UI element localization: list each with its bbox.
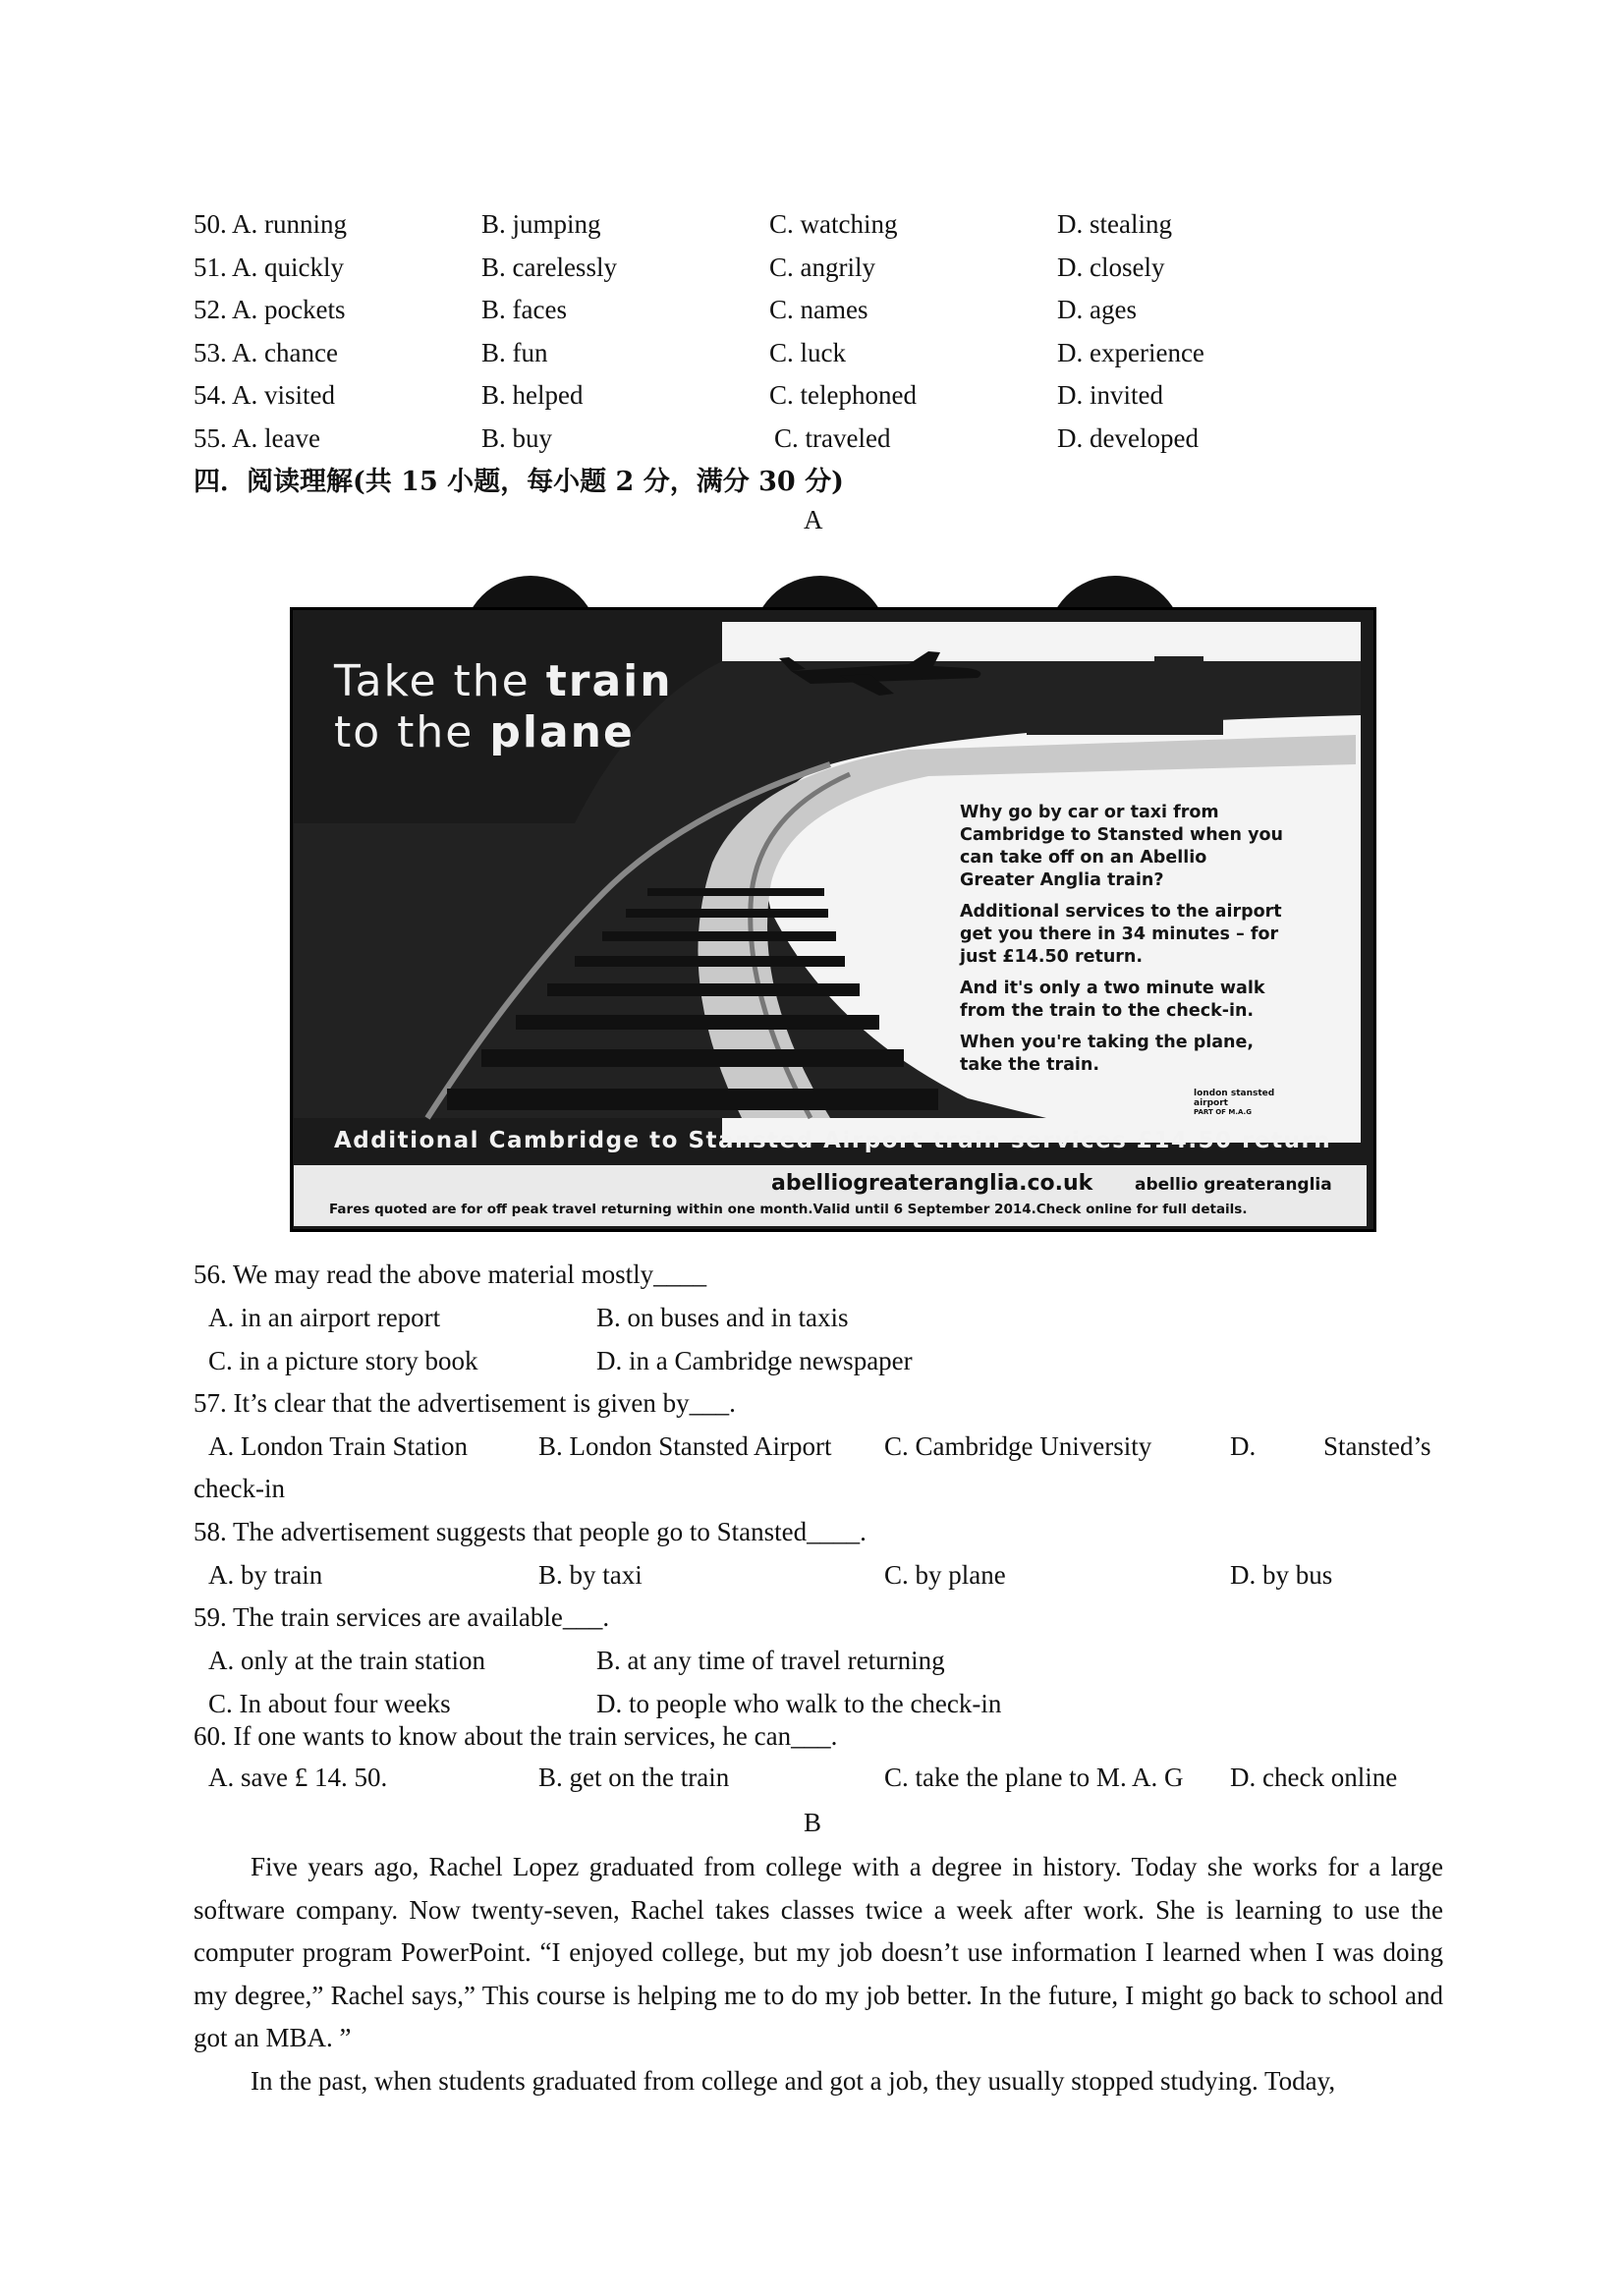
passage-b-paragraph-2: In the past, when students graduated from college and got a job, they usually stopped studying. Today, xyxy=(251,2066,1336,2096)
q56-option-d: D. in a Cambridge newspaper xyxy=(596,1346,913,1375)
cloze-52-option-a: A. pockets xyxy=(232,295,346,325)
q60-option-c: C. take the plane to M. A. G xyxy=(884,1763,1184,1792)
cloze-question-number: 55. xyxy=(194,423,227,453)
cloze-question-number: 53. xyxy=(194,337,227,367)
q59-option-b: B. at any time of travel returning xyxy=(596,1646,945,1675)
ad-brand: abellio greateranglia xyxy=(1135,1175,1332,1195)
q58-option-d: D. by bus xyxy=(1230,1560,1333,1590)
q58-option-b: B. by taxi xyxy=(538,1560,643,1590)
cloze-row-51 xyxy=(194,251,344,284)
q57-option-b: B. London Stansted Airport xyxy=(538,1431,832,1461)
cloze-54-option-a: A. visited xyxy=(232,380,336,411)
ad-headline: Take the train to the plane xyxy=(334,656,673,757)
cloze-50-option-a: A. running xyxy=(232,209,348,239)
cloze-55-option-b: B. buy xyxy=(481,423,553,453)
ad-fine-print: Fares quoted are for off peak travel returning within one month.Valid until 6 September 2014.Check online for full details. xyxy=(329,1202,1248,1217)
stansted-logo: london stansted airport PART OF M.A.G xyxy=(1194,1089,1275,1116)
cloze-51-option-b: B. carelessly xyxy=(481,252,617,282)
cloze-51-option-d: D. closely xyxy=(1057,252,1165,282)
q60-stem: 60. If one wants to know about the train services, he can___. xyxy=(194,1721,838,1751)
section-heading: 四．阅读理解(共 15 小题，每小题 2 分，满分 30 分) xyxy=(194,467,844,497)
q59-option-a: A. only at the train station xyxy=(208,1646,485,1675)
cloze-54-option-b: B. helped xyxy=(481,380,584,411)
q60-option-b: B. get on the train xyxy=(538,1763,730,1792)
q56-stem: 56. We may read the above material mostly____ xyxy=(194,1260,707,1289)
cloze-55-option-c: C. traveled xyxy=(774,423,891,453)
q56-option-c: C. in a picture story book xyxy=(208,1346,478,1375)
q58-stem: 58. The advertisement suggests that people go to Stansted____. xyxy=(194,1517,867,1546)
ad-bottom-banner: Additional Cambridge to Stansted Airport train services £14.50 return xyxy=(334,1128,1332,1153)
cloze-52-option-d: D. ages xyxy=(1057,295,1137,325)
cloze-question-number: 54. xyxy=(194,380,227,411)
q56-option-a: A. in an airport report xyxy=(208,1303,441,1332)
q59-stem: 59. The train services are available___. xyxy=(194,1602,610,1632)
cloze-row-55 xyxy=(194,421,320,455)
passage-b-label: B xyxy=(804,1808,822,1837)
q57-stem: 57. It’s clear that the advertisement is given by___. xyxy=(194,1388,736,1418)
train-advertisement xyxy=(280,568,1371,1236)
cloze-question-number: 50. xyxy=(194,209,227,239)
cloze-row-52 xyxy=(194,293,346,326)
q60-option-d: D. check online xyxy=(1230,1763,1398,1792)
cloze-55-option-d: D. developed xyxy=(1057,423,1199,453)
cloze-53-option-b: B. fun xyxy=(481,337,548,367)
ad-url: abelliogreateranglia.co.uk xyxy=(771,1171,1093,1196)
q59-option-d: D. to people who walk to the check-in xyxy=(596,1689,1002,1718)
q57-option-d-letter: D. xyxy=(1230,1431,1257,1461)
cloze-53-option-a: A. chance xyxy=(232,337,338,367)
cloze-53-option-c: C. luck xyxy=(769,337,846,367)
cloze-53-option-d: D. experience xyxy=(1057,337,1204,367)
cloze-50-option-d: D. stealing xyxy=(1057,209,1172,239)
q57-option-d-text: Stansted’s xyxy=(1323,1431,1431,1461)
passage-b-paragraph-1: Five years ago, Rachel Lopez graduated from college with a degree in history. Today she works for a large software company. Now twenty-seven, Rachel takes classes twice a week after work. She is learning to use the computer program PowerPoint. “I enjoyed college, but my job doesn’t use information I learned when I was doing my degree,” Rachel says,” This course is helping me to do my job better. In the future, I might go back to school and got an MBA. ” xyxy=(194,1852,1443,2052)
q58-option-a: A. by train xyxy=(208,1560,323,1590)
q58-option-c: C. by plane xyxy=(884,1560,1006,1590)
cloze-row-53 xyxy=(194,336,338,369)
q57-option-a: A. London Train Station xyxy=(208,1431,469,1461)
cloze-row-54 xyxy=(194,378,335,412)
cloze-52-option-c: C. names xyxy=(769,295,868,325)
cloze-question-number: 52. xyxy=(194,295,227,325)
cloze-question-number: 51. xyxy=(194,252,227,282)
cloze-50-option-c: C. watching xyxy=(769,209,898,239)
q59-option-c: C. In about four weeks xyxy=(208,1689,451,1718)
q60-option-a: A. save £ 14. 50. xyxy=(208,1763,388,1792)
q57-option-c: C. Cambridge University xyxy=(884,1431,1152,1461)
ad-body-text: Why go by car or taxi from Cambridge to Stansted when you can take off on an Abellio Greater Anglia train? Additional services to the airport get you there in 34 minutes – for just £14.50 return. And it's only a two minute walk from the train to the check-in. When you're taking the plane, take the train. xyxy=(960,803,1283,1075)
passage-a-label: A xyxy=(804,505,823,534)
cloze-54-option-d: D. invited xyxy=(1057,380,1163,411)
cloze-51-option-c: C. angrily xyxy=(769,252,875,282)
cloze-51-option-a: A. quickly xyxy=(232,252,345,282)
cloze-row-50 xyxy=(194,207,347,241)
cloze-55-option-a: A. leave xyxy=(232,423,320,453)
cloze-54-option-c: C. telephoned xyxy=(769,380,917,411)
cloze-52-option-b: B. faces xyxy=(481,295,567,325)
q57-option-d-continued: check-in xyxy=(194,1474,285,1503)
q56-option-b: B. on buses and in taxis xyxy=(596,1303,849,1332)
cloze-50-option-b: B. jumping xyxy=(481,209,601,239)
